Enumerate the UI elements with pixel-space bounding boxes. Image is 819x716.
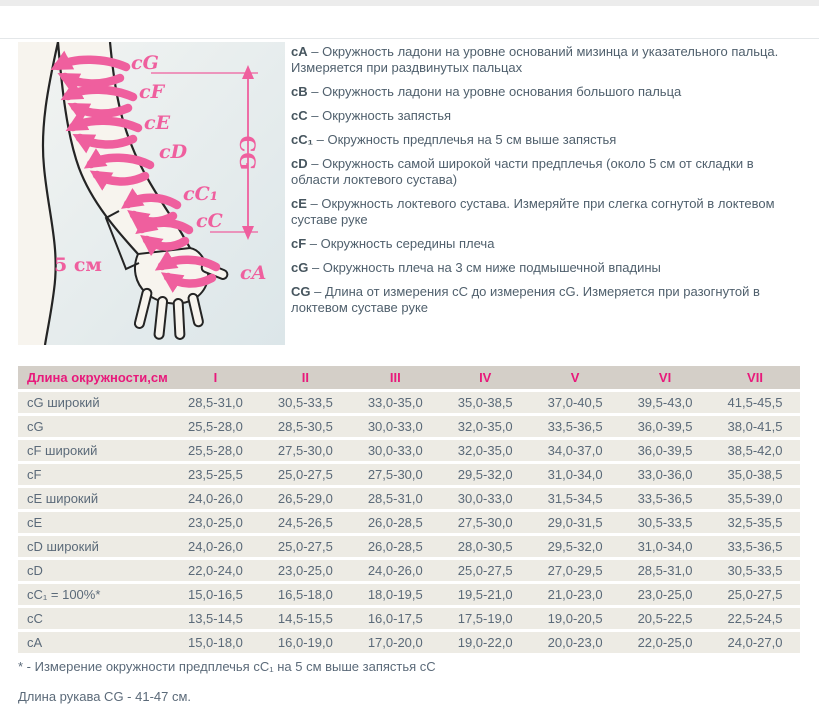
measurement-description — [291, 156, 805, 188]
table-header-label: Длина окружности,см — [18, 366, 170, 389]
measurement-text: – Окружность ладони на уровне основания большого пальца — [311, 84, 682, 99]
table-row — [18, 560, 800, 581]
row-value: 26,0-28,5 — [350, 536, 440, 557]
table-header-size: V — [530, 366, 620, 389]
row-label: cG — [18, 416, 170, 437]
label-cC: cC — [196, 210, 223, 232]
five-cm-label: 5 см — [54, 254, 102, 276]
row-value: 19,0-22,0 — [440, 632, 530, 653]
row-value: 31,0-34,0 — [620, 536, 710, 557]
row-value: 26,0-28,5 — [350, 512, 440, 533]
row-value: 29,5-32,0 — [530, 536, 620, 557]
footnote-sleeve-length: Длина рукава CG - 41-47 см. — [18, 689, 192, 704]
row-value: 28,5-30,5 — [260, 416, 350, 437]
row-value: 28,5-31,0 — [170, 392, 260, 413]
measurement-text: – Окружность ладони на уровне оснований мизинца и указательного пальца. Измеряется при раздвинутых пальцах — [291, 44, 779, 75]
row-value: 31,0-34,0 — [530, 464, 620, 485]
row-value: 37,0-40,5 — [530, 392, 620, 413]
row-value: 28,5-31,0 — [620, 560, 710, 581]
row-label: cC₁ = 100%* — [18, 584, 170, 605]
cg-length-label: CG — [235, 135, 260, 171]
row-value: 29,0-31,5 — [530, 512, 620, 533]
row-value: 33,5-36,5 — [710, 536, 800, 557]
row-value: 30,5-33,5 — [710, 560, 800, 581]
row-value: 23,0-25,0 — [260, 560, 350, 581]
measurement-key: CG — [291, 284, 311, 299]
table-row — [18, 488, 800, 509]
row-value: 33,5-36,5 — [620, 488, 710, 509]
label-cF: cF — [139, 81, 165, 103]
table-row — [18, 632, 800, 653]
row-value: 38,0-41,5 — [710, 416, 800, 437]
row-value: 33,0-35,0 — [350, 392, 440, 413]
label-cD: cD — [159, 141, 188, 163]
row-value: 25,0-27,5 — [710, 584, 800, 605]
measurement-key: cD — [291, 156, 308, 171]
row-value: 27,5-30,0 — [350, 464, 440, 485]
row-label: cD — [18, 560, 170, 581]
measurement-key: cB — [291, 84, 308, 99]
row-label: cE широкий — [18, 488, 170, 509]
row-value: 28,0-30,5 — [440, 536, 530, 557]
row-value: 36,0-39,5 — [620, 440, 710, 461]
row-label: cC — [18, 608, 170, 629]
measurement-text: – Окружность локтевого сустава. Измеряйте при слегка согнутой в локтевом суставе руке — [291, 196, 775, 227]
row-value: 17,0-20,0 — [350, 632, 440, 653]
measurement-key: cA — [291, 44, 308, 59]
measurement-description — [291, 284, 805, 316]
row-value: 24,5-26,5 — [260, 512, 350, 533]
table-header-size: IV — [440, 366, 530, 389]
row-value: 18,0-19,5 — [350, 584, 440, 605]
measurement-text: – Окружность самой широкой части предплечья (около 5 см от складки в области локтевого сустава) — [291, 156, 754, 187]
measurement-key: cE — [291, 196, 307, 211]
table-header-row — [18, 366, 800, 389]
row-value: 25,0-27,5 — [260, 536, 350, 557]
row-value: 25,5-28,0 — [170, 416, 260, 437]
row-label: cE — [18, 512, 170, 533]
row-value: 19,0-20,5 — [530, 608, 620, 629]
row-label: cF широкий — [18, 440, 170, 461]
row-value: 27,5-30,0 — [260, 440, 350, 461]
row-value: 29,5-32,0 — [440, 464, 530, 485]
row-value: 32,0-35,0 — [440, 416, 530, 437]
row-value: 38,5-42,0 — [710, 440, 800, 461]
measurement-description — [291, 84, 805, 100]
label-cE: cE — [144, 112, 171, 134]
table-row — [18, 536, 800, 557]
arm-measurement-illustration — [18, 42, 285, 345]
label-cG: cG — [131, 52, 159, 74]
measurement-text: – Окружность середины плеча — [309, 236, 495, 251]
row-value: 34,0-37,0 — [530, 440, 620, 461]
row-value: 14,5-15,5 — [260, 608, 350, 629]
section-divider — [0, 38, 819, 39]
row-value: 26,5-29,0 — [260, 488, 350, 509]
measurement-description — [291, 236, 805, 252]
row-value: 15,0-18,0 — [170, 632, 260, 653]
row-value: 36,0-39,5 — [620, 416, 710, 437]
row-value: 22,0-24,0 — [170, 560, 260, 581]
row-value: 25,0-27,5 — [440, 560, 530, 581]
row-value: 16,0-17,5 — [350, 608, 440, 629]
row-value: 21,0-23,0 — [530, 584, 620, 605]
row-value: 24,0-27,0 — [710, 632, 800, 653]
measurement-text: – Окружность предплечья на 5 см выше запястья — [316, 132, 617, 147]
row-value: 22,0-25,0 — [620, 632, 710, 653]
table-row — [18, 440, 800, 461]
row-value: 23,5-25,5 — [170, 464, 260, 485]
row-value: 30,5-33,5 — [260, 392, 350, 413]
measurement-key: cG — [291, 260, 309, 275]
table-header-size: VII — [710, 366, 800, 389]
row-value: 23,0-25,0 — [170, 512, 260, 533]
table-header-size: III — [350, 366, 440, 389]
top-bar — [0, 0, 819, 6]
measurement-description — [291, 108, 805, 124]
row-value: 31,5-34,5 — [530, 488, 620, 509]
measurement-key: cC₁ — [291, 132, 313, 147]
table-row — [18, 416, 800, 437]
row-value: 19,5-21,0 — [440, 584, 530, 605]
row-value: 25,0-27,5 — [260, 464, 350, 485]
row-value: 41,5-45,5 — [710, 392, 800, 413]
table-header-size: II — [260, 366, 350, 389]
measurement-description — [291, 132, 805, 148]
row-value: 20,5-22,5 — [620, 608, 710, 629]
row-value: 20,0-23,0 — [530, 632, 620, 653]
measurement-text: – Окружность запястья — [311, 108, 452, 123]
table-row — [18, 512, 800, 533]
row-value: 30,5-33,5 — [620, 512, 710, 533]
row-value: 27,5-30,0 — [440, 512, 530, 533]
row-value: 16,0-19,0 — [260, 632, 350, 653]
row-value: 24,0-26,0 — [170, 488, 260, 509]
row-value: 24,0-26,0 — [170, 536, 260, 557]
measurement-text: – Длина от измерения cC до измерения cG. Измеряется при разогнутой в локтевом суставе руке — [291, 284, 760, 315]
row-value: 23,0-25,0 — [620, 584, 710, 605]
row-value: 13,5-14,5 — [170, 608, 260, 629]
row-value: 30,0-33,0 — [440, 488, 530, 509]
label-cA: cA — [240, 262, 267, 284]
table-header-size: I — [170, 366, 260, 389]
label-cC1: cC₁ — [183, 183, 219, 205]
row-value: 30,0-33,0 — [350, 416, 440, 437]
measurement-key: cC — [291, 108, 308, 123]
row-value: 16,5-18,0 — [260, 584, 350, 605]
row-value: 35,5-39,0 — [710, 488, 800, 509]
row-value: 27,0-29,5 — [530, 560, 620, 581]
row-value: 35,0-38,5 — [710, 464, 800, 485]
row-value: 33,0-36,0 — [620, 464, 710, 485]
measurement-description — [291, 196, 805, 228]
row-value: 22,5-24,5 — [710, 608, 800, 629]
row-label: cA — [18, 632, 170, 653]
row-label: cF — [18, 464, 170, 485]
row-value: 25,5-28,0 — [170, 440, 260, 461]
row-value: 39,5-43,0 — [620, 392, 710, 413]
row-value: 30,0-33,0 — [350, 440, 440, 461]
row-value: 24,0-26,0 — [350, 560, 440, 581]
measurement-key: cF — [291, 236, 307, 251]
row-value: 32,0-35,0 — [440, 440, 530, 461]
footnote-asterisk: * - Измерение окружности предплечья cC₁ на 5 см выше запястья cC — [18, 659, 436, 674]
measurement-description — [291, 44, 805, 76]
size-chart-table — [18, 363, 800, 656]
table-row — [18, 464, 800, 485]
row-value: 17,5-19,0 — [440, 608, 530, 629]
row-value: 15,0-16,5 — [170, 584, 260, 605]
row-value: 28,5-31,0 — [350, 488, 440, 509]
table-row — [18, 392, 800, 413]
row-value: 32,5-35,5 — [710, 512, 800, 533]
row-value: 33,5-36,5 — [530, 416, 620, 437]
row-value: 35,0-38,5 — [440, 392, 530, 413]
table-row — [18, 608, 800, 629]
table-row — [18, 584, 800, 605]
row-label: cG широкий — [18, 392, 170, 413]
measurement-descriptions — [291, 44, 805, 324]
table-header-size: VI — [620, 366, 710, 389]
measurement-text: – Окружность плеча на 3 см ниже подмышечной впадины — [311, 260, 661, 275]
measurement-description — [291, 260, 805, 276]
row-label: cD широкий — [18, 536, 170, 557]
